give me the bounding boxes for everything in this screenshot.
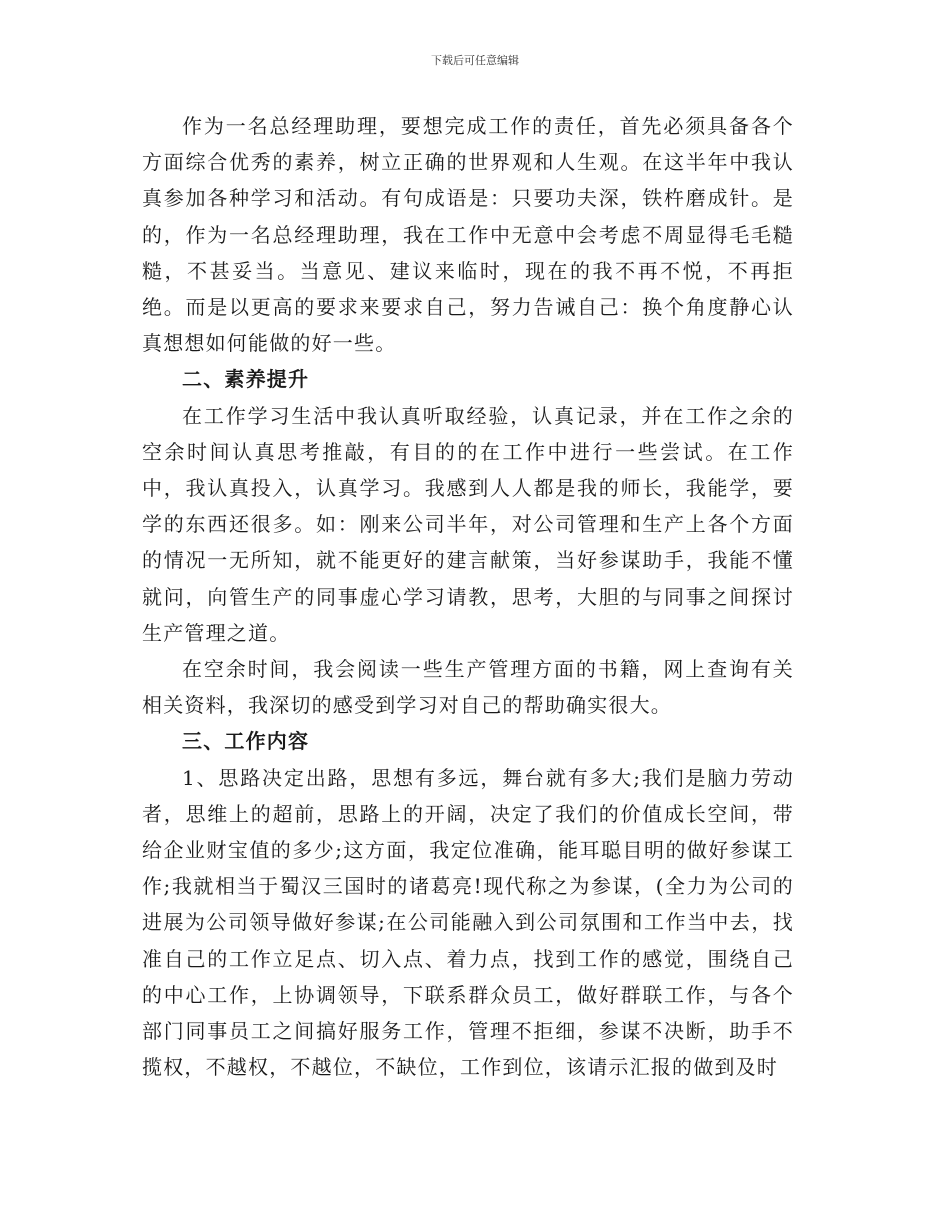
- paragraph-reading: 在空余时间，我会阅读一些生产管理方面的书籍，网上查询有关相关资料，我深切的感受到学习对自己的帮助确实很大。: [142, 657, 794, 718]
- paragraph-work-1: 1、思路决定出路，思想有多远，舞台就有多大;我们是脑力劳动者，思维上的超前，思路上的开阔，决定了我们的价值成长空间，带给企业财宝值的多少;这方面，我定位准确，能耳聪目明的做好参谋工作;我就相当于蜀汉三国时的诸葛亮!现代称之为参谋，(全力为公司的进展为公司领导做好参谋;在公司能融入到公司氛围和工作当中去，找准自己的工作立足点、切入点、着力点，找到工作的感觉，围绕自己的中心工作，上协调领导，下联系群众员工，做好群联工作，与各个部门同事员工之间搞好服务工作，管理不拒细，参谋不决断，助手不揽权，不越权，不越位，不缺位，工作到位，该请示汇报的做到及时: [142, 765, 794, 1080]
- section-heading-literacy: 二、素养提升: [182, 367, 310, 392]
- document-body: [142, 108, 794, 1085]
- section-heading-work: 三、工作内容: [182, 729, 310, 754]
- header-note: 下载后可任意编辑: [431, 54, 519, 67]
- paragraph-intro: 作为一名总经理助理，要想完成工作的责任，首先必须具备各个方面综合优秀的素养，树立正确的世界观和人生观。在这半年中我认真参加各种学习和活动。有句成语是：只要功夫深，铁杵磨成针。是的，作为一名总经理助理，我在工作中无意中会考虑不周显得毛毛糙糙，不甚妥当。当意见、建议来临时，现在的我不再不悦，不再拒绝。而是以更高的要求来要求自己，努力告诫自己：换个角度静心认真想想如何能做的好一些。: [142, 114, 794, 356]
- paragraph-literacy: 在工作学习生活中我认真听取经验，认真记录，并在工作之余的空余时间认真思考推敲，有目的的在工作中进行一些尝试。在工作中，我认真投入，认真学习。我感到人人都是我的师长，我能学，要学的东西还很多。如：刚来公司半年，对公司管理和生产上各个方面的情况一无所知，就不能更好的建言献策，当好参谋助手，我能不懂就问，向管生产的同事虚心学习请教，思考，大胆的与同事之间探讨生产管理之道。: [142, 403, 794, 645]
